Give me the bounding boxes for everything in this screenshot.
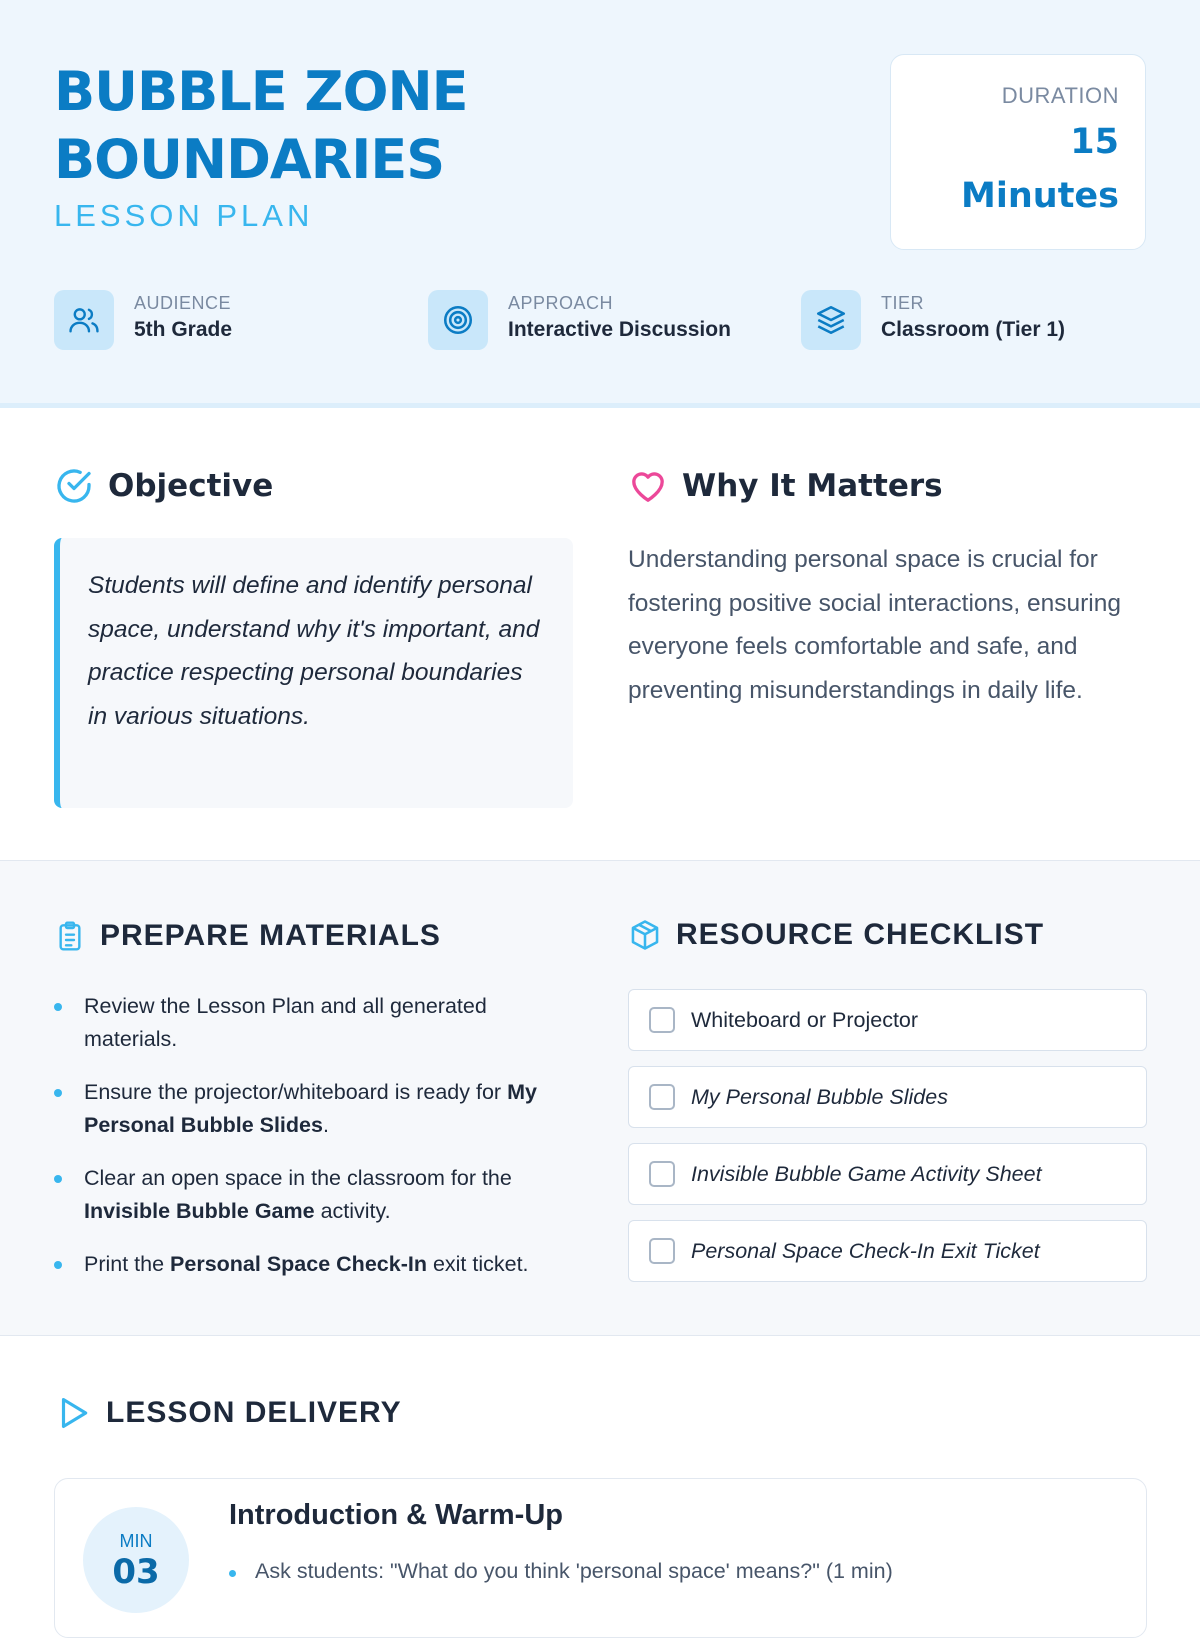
minute-label: MIN <box>119 1531 153 1551</box>
duration-label: DURATION <box>1001 83 1119 108</box>
checkbox[interactable] <box>649 1238 675 1264</box>
minute-value: 03 <box>112 1552 160 1592</box>
objective-box <box>54 538 573 808</box>
checklist-item-label: Personal Space Check-In Exit Ticket <box>691 1238 1040 1263</box>
lesson-subtitle: LESSON PLAN <box>54 198 314 233</box>
meta-audience <box>54 290 374 350</box>
meta-audience-label: AUDIENCE <box>134 293 232 313</box>
list-item: Ensure the projector/whiteboard is ready for My Personal Bubble Slides. <box>54 1076 574 1142</box>
checklist-item[interactable] <box>628 1220 1147 1282</box>
checklist-item-label: Invisible Bubble Game Activity Sheet <box>691 1161 1042 1186</box>
resource-checklist-heading: RESOURCE CHECKLIST <box>628 918 1044 952</box>
materials-list <box>54 990 574 1301</box>
list-item: Print the Personal Space Check-In exit ticket. <box>54 1248 574 1281</box>
checkbox[interactable] <box>649 1161 675 1187</box>
list-item: Review the Lesson Plan and all generated materials. <box>54 990 574 1056</box>
checkbox[interactable] <box>649 1007 675 1033</box>
box-icon <box>628 918 662 952</box>
meta-audience-value: 5th Grade <box>134 318 233 341</box>
list-item: Clear an open space in the classroom for the Invisible Bubble Game activity. <box>54 1162 574 1228</box>
meta-approach <box>428 290 768 350</box>
target-icon <box>428 290 488 350</box>
lesson-title: BUBBLE ZONE BOUNDARIES <box>54 60 468 191</box>
duration-value: 15 Minutes <box>961 122 1119 216</box>
step-bullet: Ask students: "What do you think 'personal space' means?" (1 min) <box>229 1559 893 1584</box>
meta-tier-label: TIER <box>881 293 925 313</box>
meta-tier <box>801 290 1141 350</box>
minute-badge <box>83 1507 189 1613</box>
objective-text: Students will define and identify personal space, understand why it's important, and practice respecting personal boundaries in various situations. <box>88 572 540 730</box>
objective-heading: Objective <box>54 466 273 506</box>
delivery-step-card <box>54 1478 1147 1638</box>
step-title: Introduction & Warm-Up <box>229 1499 563 1531</box>
check-circle-icon <box>54 466 94 506</box>
checklist-item[interactable] <box>628 1143 1147 1205</box>
users-icon <box>54 290 114 350</box>
checklist-item-label: Whiteboard or Projector <box>691 1007 919 1032</box>
lesson-delivery-heading: LESSON DELIVERY <box>54 1394 402 1432</box>
layers-icon <box>801 290 861 350</box>
meta-tier-value: Classroom (Tier 1) <box>881 318 1066 341</box>
checkbox[interactable] <box>649 1084 675 1110</box>
lesson-header <box>0 0 1200 408</box>
meta-approach-value: Interactive Discussion <box>508 318 731 341</box>
prepare-materials-heading: PREPARE MATERIALS <box>54 918 441 954</box>
play-icon <box>54 1394 92 1432</box>
clipboard-icon <box>54 918 86 954</box>
heart-icon <box>628 466 668 506</box>
why-heading: Why It Matters <box>628 466 943 506</box>
checklist-item[interactable] <box>628 1066 1147 1128</box>
checklist-item-label: My Personal Bubble Slides <box>691 1084 948 1109</box>
meta-approach-label: APPROACH <box>508 293 614 313</box>
duration-card <box>890 54 1146 250</box>
checklist-item[interactable] <box>628 989 1147 1051</box>
why-text: Understanding personal space is crucial for fostering positive social interactions, ensuring everyone feels comfortable and safe, and preventing misunderstandings in daily life. <box>628 546 1121 704</box>
